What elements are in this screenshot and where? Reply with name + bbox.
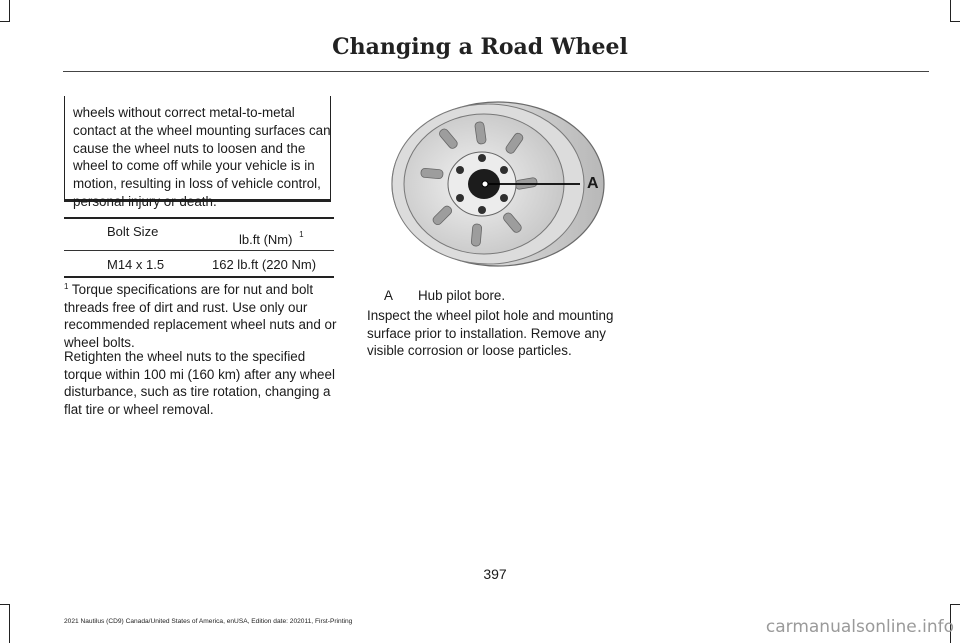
table-top-rule (64, 217, 334, 219)
table-bottom-rule (64, 276, 334, 278)
table-header-torque (239, 232, 304, 247)
crop-mark (950, 604, 960, 605)
footnote (64, 281, 338, 351)
retighten-paragraph: Retighten the wheel nuts to the specified torque within 100 mi (160 km) after any wheel disturbance, such as tire rotation, changing a flat tire or wheel removal. (64, 349, 335, 417)
crop-mark (9, 604, 10, 643)
watermark: carmanualsonline.info (765, 617, 954, 637)
footer-text: 2021 Nautilus (CD9) Canada/United States of America, enUSA, Edition date: 202011, First-Printing (64, 618, 353, 625)
callout-letter: A (587, 175, 599, 192)
table-row-rule (64, 250, 334, 251)
legend-label: Hub pilot bore. (418, 288, 506, 303)
crop-mark (0, 21, 10, 22)
page-title: Changing a Road Wheel (332, 34, 628, 60)
crop-mark (950, 21, 960, 22)
page-number: 397 (483, 566, 507, 582)
table-cell-torque: 162 lb.ft (220 Nm) (212, 257, 317, 272)
wheel-illustration (388, 100, 618, 272)
legend-key: A (384, 288, 393, 303)
crop-mark (950, 0, 951, 22)
wheel-hub-figure (388, 100, 618, 272)
table-header-torque-label: lb.ft (Nm) (239, 232, 293, 247)
footnote-text: Torque specifications are for nut and bolt threads free of dirt and rust. Use only our recommended replacement wheel nuts and or wheel bolts. (64, 282, 337, 350)
table-header-bolt-size: Bolt Size (107, 224, 159, 239)
table-cell-bolt-size: M14 x 1.5 (107, 257, 165, 272)
warning-text: wheels without correct metal-to-metal contact at the wheel mounting surfaces can cause the wheel nuts to loosen and the wheel to come off while your vehicle is in motion, resulting in loss of vehicle control, personal injury or death. (73, 105, 331, 209)
footnote-mark: 1 (64, 282, 69, 291)
crop-mark (9, 0, 10, 22)
footnote-mark: 1 (299, 230, 304, 239)
header-rule (63, 71, 929, 72)
crop-mark (0, 604, 10, 605)
inspect-paragraph: Inspect the wheel pilot hole and mounting surface prior to installation. Remove any visible corrosion or loose particles. (367, 308, 614, 359)
